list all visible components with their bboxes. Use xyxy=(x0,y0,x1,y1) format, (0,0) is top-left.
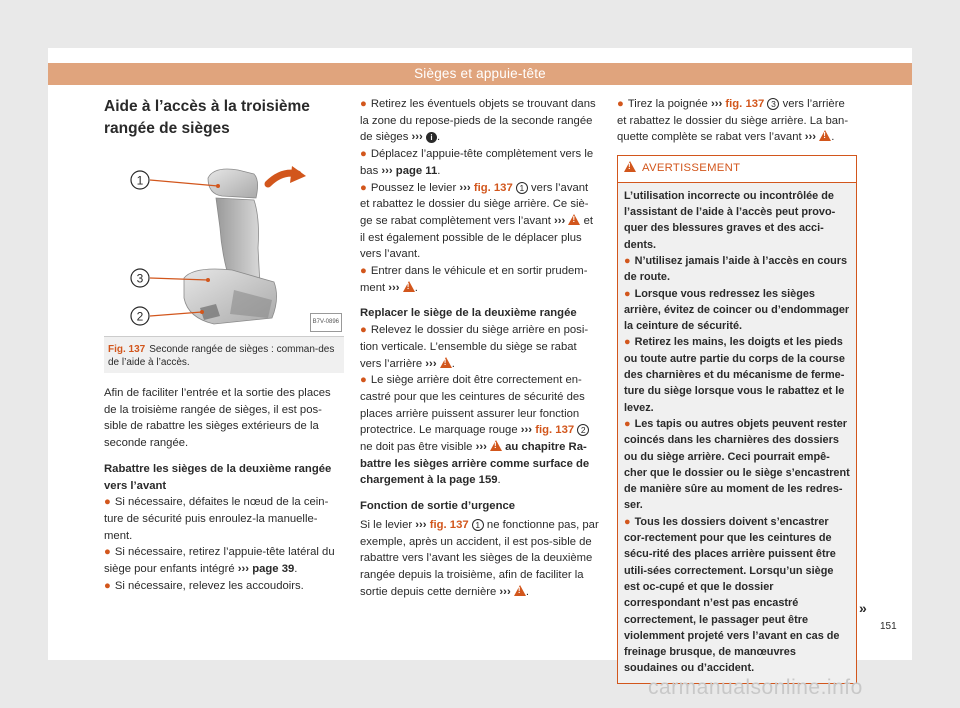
warning-item: ● Les tapis ou autres objets peuvent rester coincés dans les charnières des dossiers ou du siège arrière. Ceci pourrait empê-cher que le dossier ou le siège s’encastrent de manière sûre au moment de les redres-ser. xyxy=(624,417,850,512)
intro-paragraph: Afin de faciliter l’entrée et la sortie des places de la troisième rangée de sièges, il est pos-sible de rabattre les sièges extérieurs de la seconde rangée. xyxy=(104,387,331,450)
warning-header xyxy=(618,156,856,183)
warning-item: ● Tous les dossiers doivent s’encastrer cor-rectement pour que les ceintures de sécu-rité des places arrière puissent être utili-sées correctement. Lorsqu’un siège est oc-cupé et que le dossier correspondant n’est pas encastré correctement, le passager peut être violemment projeté vers l’avant en cas de freinage brusque, de manœuvres soudaines ou d’accident. xyxy=(624,515,840,675)
bullet-icon: ● xyxy=(624,255,631,267)
page-link[interactable]: page 39 xyxy=(252,563,295,576)
figure-link[interactable]: fig. 137 xyxy=(473,181,513,194)
arrow-icon: ››› xyxy=(425,357,437,370)
list-item: ● Si nécessaire, retirez l’appuie-tête latéral du siège pour enfants intégré ››› page 39. xyxy=(104,546,335,576)
bullet-icon: ● xyxy=(360,148,367,161)
arrow-icon: ››› xyxy=(804,131,817,144)
warning-icon xyxy=(624,161,636,172)
bullet-icon: ● xyxy=(624,515,631,528)
section-heading: Aide à l’accès à la troisième rangée de sièges xyxy=(104,98,310,137)
bullet-icon: ● xyxy=(104,546,111,559)
callout-1-label: 1 xyxy=(136,173,144,188)
page-link[interactable]: page 11 xyxy=(395,164,438,177)
bullet-icon: ● xyxy=(624,336,631,349)
list-item: ● Le siège arrière doit être correctement en-castré pour que les ceintures de sécurité des places arrière puissent assurer leur fonction protectrice. Le marquage rouge ››› fig. 137 2 ne doit pas être visible ››› ! au chapitre Ra-battre les sièges arrière comme surface de chargement à la page 159. xyxy=(360,372,600,489)
callout-ref: 1 xyxy=(516,182,528,194)
seat-figure xyxy=(104,158,344,336)
watermark: carmanualsonline.info xyxy=(648,676,863,699)
caption-text: Seconde rangée de sièges : comman-des de l’aide à l’accès. xyxy=(108,344,335,368)
figure-link[interactable]: fig. 137 xyxy=(725,98,765,110)
figure-link[interactable]: fig. 137 xyxy=(535,424,575,437)
warning-icon xyxy=(568,214,580,225)
list-item: ● Entrer dans le véhicule et en sortir prudem-ment ››› ! . xyxy=(360,263,600,296)
arrow-icon: ››› xyxy=(520,424,533,437)
arrow-icon: ››› xyxy=(475,441,487,454)
warning-icon xyxy=(490,440,502,451)
column-3 xyxy=(617,96,857,684)
list-item: ● Tirez la poignée ››› fig. 137 3 vers l’arrière et rabattez le dossier du siège arrière. La ban-quette complète se rabat vers l’avant ››› ! . xyxy=(617,96,857,146)
warning-icon xyxy=(819,130,831,141)
subheading-fold: Rabattre les sièges de la deuxième rangée vers l’avant xyxy=(104,462,332,492)
warning-item: ● N’utilisez jamais l’aide à l’accès en cours de route. xyxy=(624,255,848,284)
arrow-icon: ››› xyxy=(237,563,250,576)
bullet-icon: ● xyxy=(617,98,624,110)
arrow-icon: ››› xyxy=(381,164,393,177)
bullet-icon: ● xyxy=(624,417,631,430)
subheading-emergency: Fonction de sortie d’urgence xyxy=(360,500,516,513)
list-item: ● Si nécessaire, défaites le nœud de la cein-ture de sécurité puis enroulez-la manuelle-ment. xyxy=(104,496,329,542)
arrow-icon: ››› xyxy=(411,131,423,144)
arrow-icon: ››› xyxy=(710,98,723,110)
callout-ref: 2 xyxy=(577,424,589,436)
seat-illustration xyxy=(104,158,344,336)
warning-box xyxy=(617,155,857,684)
warning-item: ● Lorsque vous redressez les sièges arrière, évitez de coincer ou d’endommager la ceinture de sécurité. xyxy=(624,287,850,333)
bullet-icon: ● xyxy=(360,98,367,110)
emergency-paragraph: Si le levier ››› fig. 137 1 ne fonctionne pas, par exemple, après un accident, il est pos-sible de rabattre vers l’avant les sièges de la deuxième rangée depuis la troisième, afin de faciliter la sortie depuis cette dernière ››› ! . xyxy=(360,517,600,601)
list-item: ● Poussez le levier ››› fig. 137 1 vers l’avant et rabattez le dossier du siège arrière. Ce siè-ge se rabat complètement vers l’avant ››› ! et il est également possible de le déplacer plus vers l’avant. xyxy=(360,180,600,264)
chapter-link[interactable]: au chapitre Ra-battre les sièges arrière comme surface de chargement à la page 159 xyxy=(360,441,590,487)
figure-number: Fig. 137 xyxy=(108,344,146,355)
column-1 xyxy=(104,96,344,594)
callout-ref: 3 xyxy=(767,98,779,110)
page-number: 151 xyxy=(880,621,897,632)
warning-intro: L’utilisation incorrecte ou incontrôlée de l’assistant de l’aide à l’accès peut provo-quer des blessures graves et des acci-dents. xyxy=(624,189,836,251)
bullet-icon: ● xyxy=(360,181,367,194)
figure-code: B7V-0896 xyxy=(310,313,342,332)
arrow-icon: ››› xyxy=(459,181,471,194)
callout-3-label: 3 xyxy=(136,271,144,286)
column-2 xyxy=(360,96,600,600)
bullet-icon: ● xyxy=(360,324,367,337)
figure-caption xyxy=(104,336,344,373)
warning-icon xyxy=(514,585,526,596)
bullet-icon: ● xyxy=(104,579,111,592)
list-item: ● Retirez les éventuels objets se trouvant dans la zone du repose-pieds de la seconde rangée de sièges ››› i . xyxy=(360,98,596,144)
arrow-icon: ››› xyxy=(554,214,566,227)
bullet-icon: ● xyxy=(360,374,367,387)
continue-mark: » xyxy=(859,600,867,616)
list-item: ● Si nécessaire, relevez les accoudoirs. xyxy=(104,579,304,592)
warning-icon xyxy=(403,281,415,292)
list-item: ● Relevez le dossier du siège arrière en posi-tion verticale. L’ensemble du siège se rabat vers l’arrière ››› ! . xyxy=(360,322,600,372)
arrow-icon: ››› xyxy=(388,281,400,294)
callout-2-label: 2 xyxy=(136,309,144,324)
arrow-icon: ››› xyxy=(415,518,427,531)
bullet-icon: ● xyxy=(104,496,111,509)
info-icon: i xyxy=(426,132,437,143)
page-header-band: Sièges et appuie-tête xyxy=(48,63,912,85)
bullet-icon: ● xyxy=(624,287,631,300)
warning-icon xyxy=(440,357,452,368)
warning-body xyxy=(618,183,856,683)
list-item: ● Déplacez l’appuie-tête complètement vers le bas ››› page 11. xyxy=(360,148,594,177)
warning-item: ● Retirez les mains, les doigts et les pieds ou toute autre partie du corps de la course des charnières et du mécanisme de ferme-ture du siège lorsque vous le rabattez et le levez. xyxy=(624,336,845,414)
subheading-replace: Replacer le siège de la deuxième rangée xyxy=(360,307,577,320)
figure-link[interactable]: fig. 137 xyxy=(429,518,469,531)
bullet-icon: ● xyxy=(360,265,367,278)
callout-ref: 1 xyxy=(472,519,484,531)
arrow-icon: ››› xyxy=(499,585,511,598)
warning-title: AVERTISSEMENT xyxy=(642,162,741,175)
